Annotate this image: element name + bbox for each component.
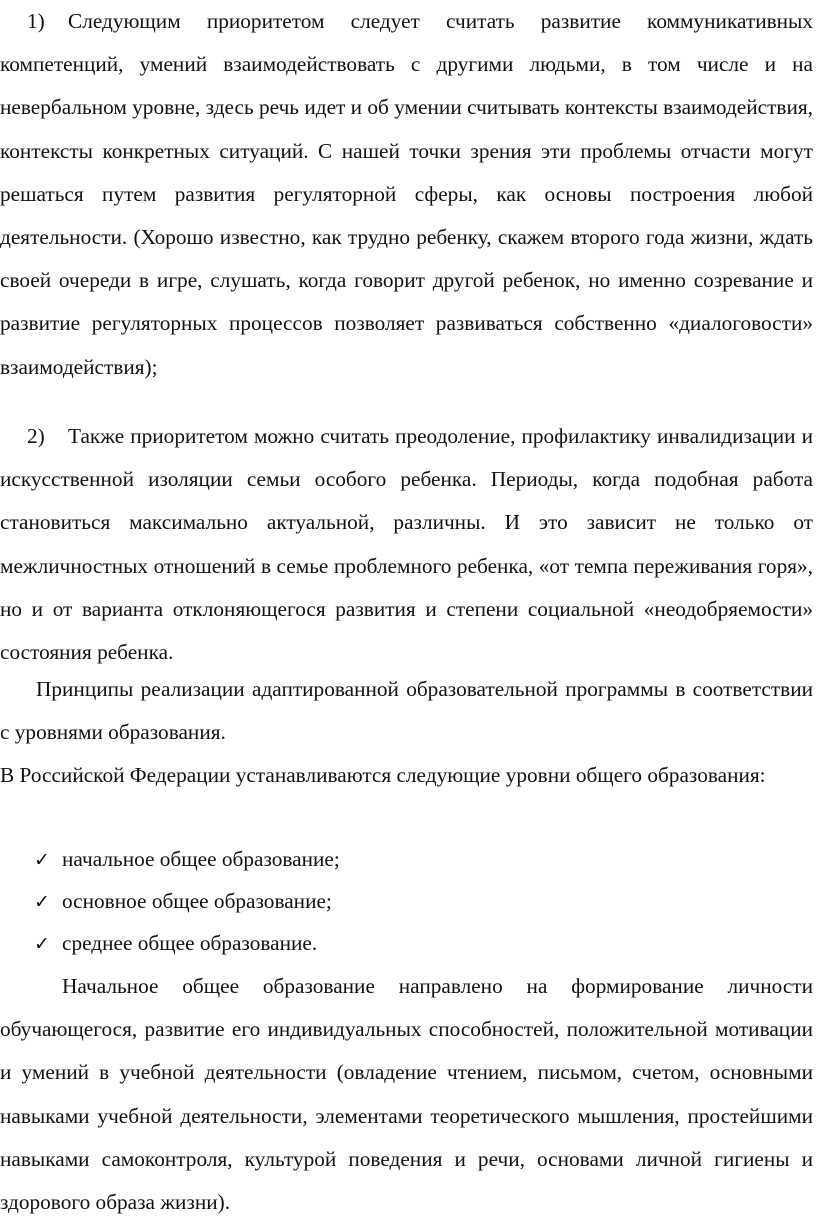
item-number: 1) xyxy=(27,9,45,33)
level-label: среднее общее образование. xyxy=(62,931,318,955)
check-icon: ✓ xyxy=(34,891,50,913)
numbered-paragraph-2 xyxy=(0,415,813,674)
paragraph-text: Также приоритетом можно считать преодоление, профилактику инвалидизации и искусственной изоляции семьи особого ребенка. Периоды, когда подобная работа становиться максимально актуальной, различны. И это зависит не только от межличностных отношений в семье проблемного ребенка, «от темпа переживания горя», но и от варианта отклоняющегося развития и степени социальной «неодобряемости» состояния ребенка. xyxy=(0,424,813,665)
item-number: 2) xyxy=(27,424,45,448)
level-item xyxy=(34,880,734,924)
principles-heading: Принципы реализации адаптированной образовательной программы в соответствии с уровнями образования. xyxy=(0,677,813,745)
level-item xyxy=(34,838,734,882)
check-icon: ✓ xyxy=(34,849,50,871)
level-label: основное общее образование; xyxy=(62,889,332,913)
level-item xyxy=(34,922,734,966)
levels-intro: В Российской Федерации устанавливаются следующие уровни общего образования: xyxy=(0,763,766,787)
check-icon: ✓ xyxy=(34,933,50,955)
primary-education-paragraph: Начальное общее образование направлено на формирование личности обучающегося, развитие его индивидуальных способностей, положительной мотивации и умений в учебной деятельности (овладение чтением, письмом, счетом, основными навыками учебной деятельности, элементами теоретического мышления, простейшими навыками самоконтроля, культурой поведения и речи, основами личной гигиены и здорового образа жизни). xyxy=(0,974,813,1215)
paragraph-text: Следующим приоритетом следует считать развитие коммуникативных компетенций, умений взаимодействовать с другими людьми, в том числе и на невербальном уровне, здесь речь идет и об умении считывать контексты взаимодействия, контексты конкретных ситуаций. С нашей точки зрения эти проблемы отчасти могут решаться путем развития регуляторной сферы, как основы построения любой деятельности. (Хорошо известно, как трудно ребенку, скажем второго года жизни, ждать своей очереди в игре, слушать, когда говорит другой ребенок, но именно созревание и развитие регуляторных процессов позволяет развиваться собственно «диалоговости» взаимодействия); xyxy=(0,9,813,379)
numbered-paragraph-1 xyxy=(0,0,813,389)
level-label: начальное общее образование; xyxy=(62,847,340,871)
